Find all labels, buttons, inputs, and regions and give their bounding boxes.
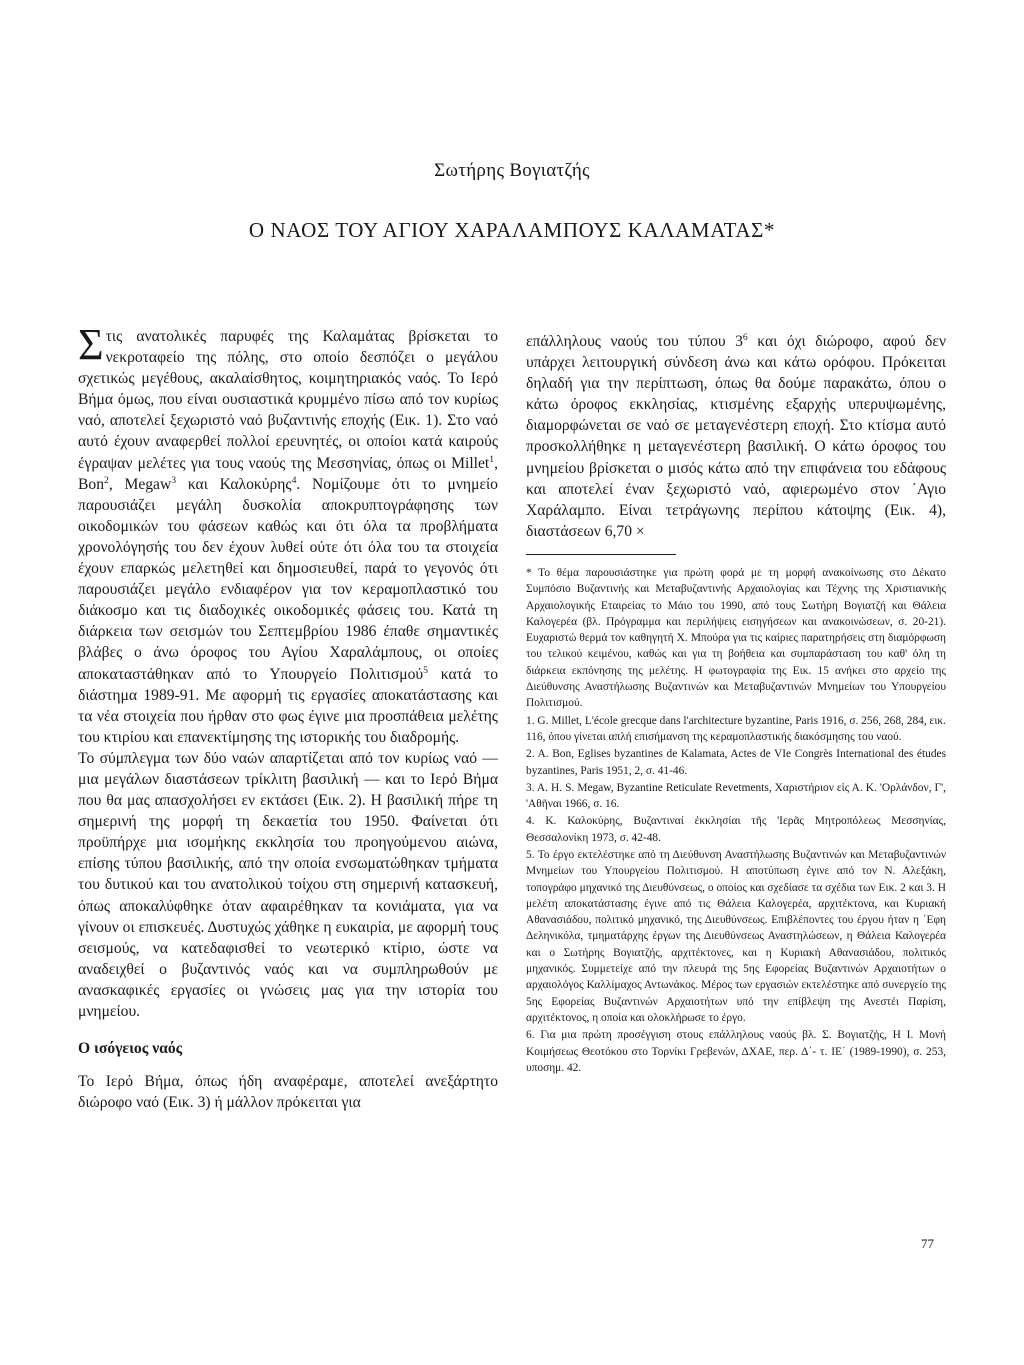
footnote-4: 4. Κ. Καλοκύρης, Βυζαντιναί ἐκκλησίαι τῆς 'Ιερᾶς Μητροπόλεως Μεσσηνίας, Θεσσαλονίκη 1973, σ. 42-48.: [526, 815, 946, 844]
page-number: 77: [921, 1236, 934, 1251]
paragraph-4: επάλληλους ναούς του τύπου $3^6$ και όχι διώροφο, αφού δεν υπάρχει λειτουργική σύνδεση άνω και κάτω ορόφου. Πρόκειται δηλαδή για την περίπτωση, όπως θα δούμε παρακάτω, όπου ο κάτω όροφος εκκλησίας, κτισμένης εξαρχής υπερυψωμένης, διαμορφώνεται σε ναό σε μεταγενέστερη εποχή. Στο κτίσμα αυτό προσκολλήθηκε η μεταγενέστερη βασιλική. Ο κάτω όροφος του μνημείου βρίσκεται ο μισός κάτω από την επιφάνεια του εδάφους και αποτελεί έναν ξεχωριστό ναό, αφιερωμένο στον ΄Αγιο Χαράλαμπο. Είναι τετράγωνης περίπου κάτοψης (Εικ. 4), διαστάσεων 6,70 ×: [526, 331, 946, 540]
footnote-divider: [526, 554, 676, 555]
footnote-ref-4: 4: [291, 474, 297, 486]
footnote-3: 3. A. H. S. Megaw, Byzantine Reticulate Revetments, Χαριστήριον εἰς Α. Κ. 'Ορλάνδον, Γ', 'Αθῆναι 1966, σ. 16.: [526, 781, 946, 811]
footnote-ref-1: 1: [489, 453, 495, 465]
paragraph-1: Στις ανατολικές παρυφές της Καλαμάτας βρίσκεται το νεκροταφείο της πόλης, στο οποίο δεσπόζει ο μεγάλου σχετικώς μεγέθους, ακαλαίσθητος, κοιμητηριακός ναός. Το Ιερό Βήμα όμως, που είναι ουσιαστικά κρυμμένο πίσω από τον κυρίως ναό, αποτελεί ξεχωριστό ναό βυζαντινής εποχής (Εικ. 1). Στο ναό αυτό έχουν αναφερθεί πολλοί ερευνητές, οι οποίοι κατά καιρούς έγραψαν μελέτες για τους ναούς της Μεσσηνίας, όπως οι Millet$^1$, Bon$^2$, Megaw$^3$ και Καλοκύρης$^4$. Νομίζουμε ότι το μνημείο παρουσιάζει μεγάλη δυσκολία αποκρυπτογράφησης των οικοδομικών του φάσεων καθώς και ότι όλα τα προβλήματα χρονολόγησής του δεν έχουν λυθεί ούτε ότι όλα του τα στοιχεία έχουν επαρκώς μελετηθεί και δημοσιευθεί, παρά το γεγονός ότι παρουσιάζει μεγάλο ενδιαφέρον για τον κεραμοπλαστικό του διάκοσμο και τις διαδοχικές οικοδομικές φάσεις του. Κατά τη διάρκεια των σεισμών του Σεπτεμβρίου 1986 έπαθε σημαντικές βλάβες ο άνω όροφος του Αγίου Χαραλάμπους, οι οποίες αποκαταστάθηκαν από το Υπουργείο Πολιτισμού$^5$ κατά το διάστημα 1989-91. Με αφορμή τις εργασίες αποκατάστασης και τα νέα στοιχεία που ήρθαν στο φως έγινε μια προσπάθεια μελέτης του κτιρίου και επανεκτίμησης της ιστορικής του διαδρομής.: [78, 320, 498, 746]
footnote-1: 1. G. Millet, L'école grecque dans l'architecture byzantine, Paris 1916, σ. 256, 268, 284, εικ. 116, όπου γίνεται απλή επισήμανση της κεραμοπλαστικής διακόσμησης του ναού.: [526, 714, 946, 743]
footnote-ref-5: 5: [423, 664, 428, 676]
footnotes: [526, 565, 946, 1076]
footnote-ref-3: 3: [171, 474, 177, 486]
left-column: [78, 320, 498, 1113]
footnote-star: * Το θέμα παρουσιάστηκε για πρώτη φορά με τη μορφή ανακοίνωσης στο Δέκατο Συμπόσιο Βυζαντινής και Μεταβυζαντινής Αρχαιολογίας και Τέχνης της Χριστιανικής Αρχαιολογικής Εταιρείας το Μάιο του 1990, από τους Σωτήρη Βογιατζή και Θάλεια Καλογερέα (βλ. Πρόγραμμα και περιλήψεις εισηγήσεων και ανακοινώσεων, σ. 20-21). Ευχαριστώ θερμά τον καθηγητή Χ. Μπούρα για τις καίριες παρατηρήσεις στη διαμόρφωση του τελικού κειμένου, καθώς και για τη βοήθεια και συμπαράσταση του καθ' όλη τη διάρκεια εκπόνησης της μελέτης. Η φωτογραφία της Εικ. 15 ανήκει στο αρχείο της Διεύθυνσης Αναστήλωσης Βυζαντινών και Μεταβυζαντινών Μνημείων του Υπουργείου Πολιτισμού.: [526, 566, 946, 710]
drop-cap: Σ: [78, 320, 104, 369]
footnote-2: 2. A. Bon, Eglises byzantines de Kalamata, Actes de VIe Congrès International des études byzantines, Paris 1951, 2, σ. 41-46.: [526, 748, 946, 777]
footnote-ref-6: 6: [742, 331, 748, 343]
article-title: Ο ΝΑΟΣ ΤΟΥ ΑΓΙΟΥ ΧΑΡΑΛΑΜΠΟΥΣ ΚΑΛΑΜΑΤΑΣ*: [248, 218, 776, 242]
footnote-5: 5. Το έργο εκτελέστηκε από τη Διεύθυνση Αναστήλωσης Βυζαντινών και Μεταβυζαντινών Μνημείων του Υπουργείου Πολιτισμού. Η αποτύπωση έγινε από τον Ν. Αλεξάκη, τοπογράφο μηχανικό της Διευθύνσεως, ο οποίος και σχεδίασε τα σχέδια των Εικ. 2 και 3. Η μελέτη αποκατάστασης έγινε από τις Θάλεια Καλογερέα, αρχιτέκτονα, και Κυριακή Αθανασιάδου, πολιτικό μηχανικό, της Διευθύνσεως. Επιβλέποντες του έργου ήταν η ΄Εφη Δεληνικόλα, τμηματάρχης έργων της Διευθύνσεως Αναστηλώσεων, η Θάλεια Καλογερέα και ο Σωτήρης Βογιατζής, αρχιτέκτονες, και η Κυριακή Αθανασιάδου, πολιτικός μηχανικός. Συμμετείχε από την πλευρά της 5ης Εφορείας Βυζαντινών Αρχαιοτήτων ο αρχαιολόγος Καλλίμαχος Αντωνάκος. Μέρος των εργασιών εκτελέστηκε από συνεργείο της 5ης Εφορείας Βυζαντινών Αρχαιοτήτων υπό την επίβλεψη της Ανεστέι Παρίση, αρχιτέκτονος, η οποία και ολοκλήρωσε το έργο.: [526, 848, 946, 1024]
paragraph-2: Το σύμπλεγμα των δύο ναών απαρτίζεται από τον κυρίως ναό — μια μεγάλων διαστάσεων τρίκλιτη βασιλική — και το Ιερό Βήμα που θα μας απασχολήσει εν εκτάσει (Εικ. 2). Η βασιλική πήρε τη σημερινή της μορφή τη δεκαετία του 1950. Φαίνεται ότι προϋπήρχε μια ισομήκης εκκλησία του προηγούμενου αιώνα, επίσης τύπου βασιλικής, από την οποία ενσωματώθηκαν τμήματα του δυτικού και του ανατολικού τοίχου στη σημερινή κατασκευή, όπως αποκαλύφθηκε όταν αφαιρέθηκαν τα κονιάματα, για να γίνουν οι επισκευές. Δυστυχώς χάθηκε η ευκαιρία, με αφορμή τους σεισμούς, να κατεδαφισθεί το νεωτερικό κτίριο, ώστε να αναδειχθεί ο βυζαντινός ναός και να συμπληρωθούν με ανασκαφικές εργασίες οι γνώσεις μας για την ιστορία του μνημείου.: [78, 749, 498, 1020]
section-heading: Ο ισόγειος ναός: [78, 1040, 183, 1058]
footnote-ref-2: 2: [104, 474, 109, 486]
right-column: [526, 331, 946, 1077]
footnote-6: 6. Για μια πρώτη προσέγγιση στους επάλληλους ναούς βλ. Σ. Βογιατζής, Η Ι. Μονή Κοιμήσεως Θεοτόκου στο Τορνίκι Γρεβενών, ΔΧΑΕ, περ. Δ΄- τ. ΙΕ΄ (1989-1990), σ. 253, υποσημ. 42.: [526, 1029, 946, 1074]
author-name: Σωτήρης Βογιατζής: [434, 160, 590, 181]
paragraph-3: Το Ιερό Βήμα, όπως ήδη αναφέραμε, αποτελεί ανεξάρτητο διώροφο ναό (Εικ. 3) ή μάλλον πρόκειται για: [78, 1073, 498, 1112]
